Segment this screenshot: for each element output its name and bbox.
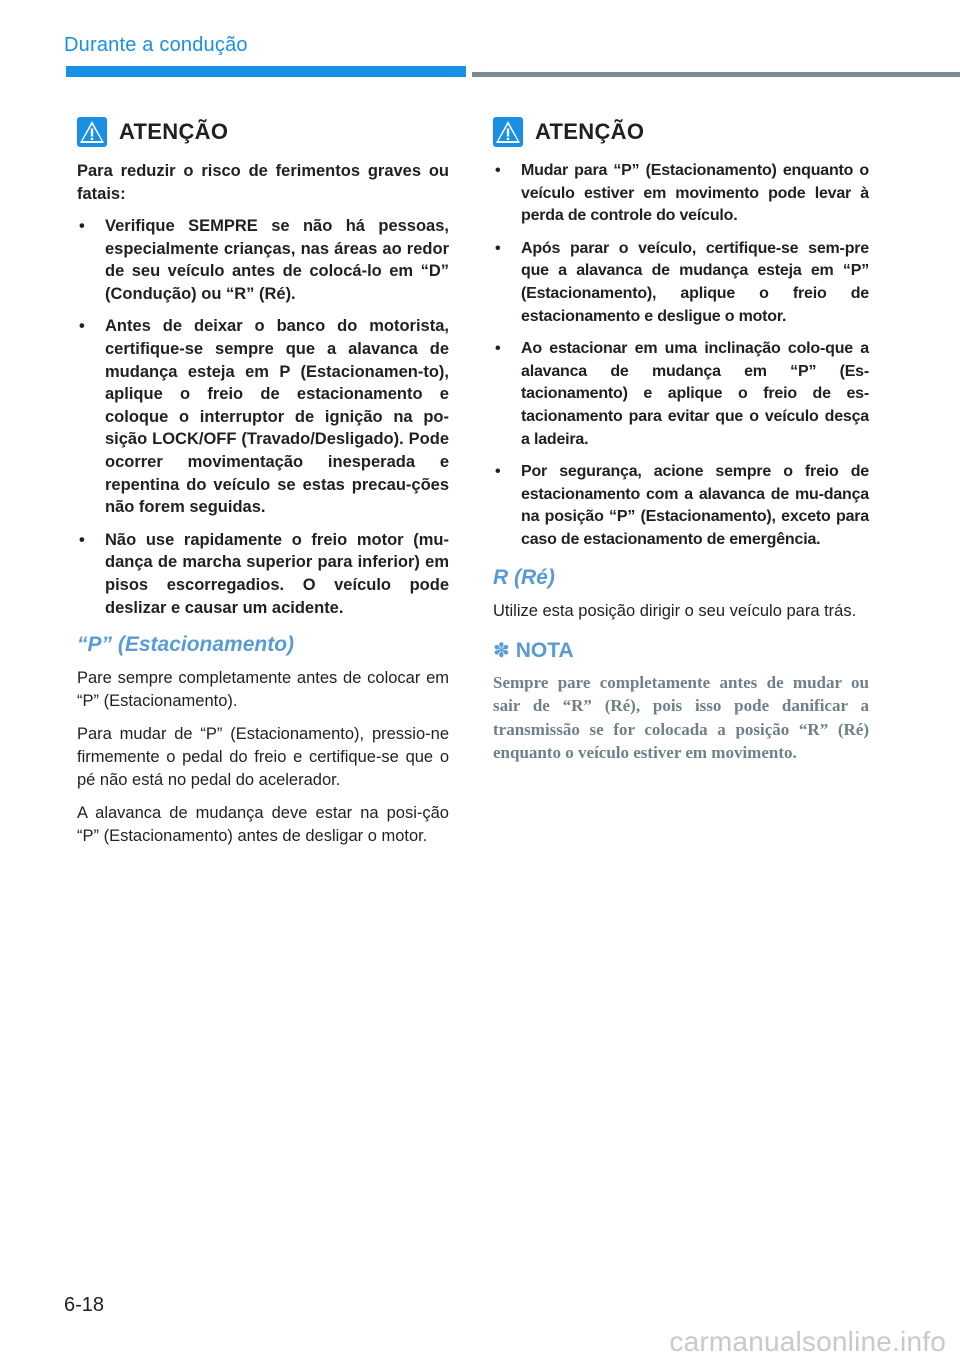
section-title: Durante a condução: [64, 34, 248, 56]
list-item: • Antes de deixar o banco do motorista, certifique-se sempre que a alavanca de mudança esteja em P (Estacionamen-to), aplique o freio de estacionamento e coloque o interruptor de ignição na po-sição LOCK/OFF (Travado/Desligado). Pode ocorrer movimentação inesperada e repentina do veículo se estas precau-ções não forem seguidas.: [79, 317, 449, 517]
warning-label: ATENÇÃO: [119, 119, 229, 144]
list-item: • Não use rapidamente o freio motor (mu-dança de marcha superior para inferior) em pisos escorregadios. O veículo pode deslizar e causar um acidente.: [79, 530, 449, 617]
warning-header: [77, 112, 449, 152]
list-item: • Por segurança, acione sempre o freio de estacionamento com a alavanca de mu-dança na posição “P” (Estacionamento), exceto para caso de estacionamento de emergência.: [495, 463, 869, 548]
paragraph: A alavanca de mudança deve estar na posi-ção “P” (Estacionamento) antes de desligar o motor.: [77, 804, 449, 846]
note-label: NOTA: [515, 638, 574, 662]
asterisk-note-icon: ✽: [493, 639, 510, 662]
note-header: [493, 639, 869, 663]
paragraph: Para mudar de “P” (Estacionamento), pressio-ne firmemente o pedal do freio e certifique-se que o pé não está no pedal do acelerador.: [77, 725, 449, 790]
list-item: • Mudar para “P” (Estacionamento) enquanto o veículo estiver em movimento pode levar à perda de controle do veículo.: [495, 162, 869, 225]
warning-bullets: [77, 215, 449, 619]
header-bar-accent: [66, 66, 466, 77]
subheading-reverse: R (Ré): [493, 565, 555, 589]
watermark: carmanualsonline.info: [669, 1326, 946, 1357]
right-column: [493, 112, 869, 765]
note-text: Sempre pare completamente antes de mudar ou sair de “R” (Ré), pois isso pode danificar a transmissão se for colocada a posição “R” (Ré) enquanto o veículo estiver em movimento.: [493, 672, 869, 762]
page-number: 6-18: [64, 1294, 105, 1316]
paragraph: Utilize esta posição dirigir o seu veículo para trás.: [493, 601, 857, 620]
warning-intro: Para reduzir o risco de ferimentos graves ou fatais:: [77, 162, 449, 203]
list-item: • Ao estacionar em uma inclinação colo-que a alavanca de mudança em “P” (Es-tacionamento) e aplique o freio de es-tacionamento para evitar que o veículo desça a ladeira.: [495, 340, 869, 448]
list-item: • Após parar o veículo, certifique-se sem-pre que a alavanca de mudança esteja em “P” (Estacionamento), aplique o freio de estacionamento e desligue o motor.: [495, 239, 869, 325]
subheading-park: “P” (Estacionamento): [77, 633, 295, 657]
warning-label: ATENÇÃO: [535, 119, 645, 144]
warning-bullets: [493, 160, 869, 552]
warning-header: [493, 112, 869, 152]
left-column: [77, 112, 449, 858]
list-item: • Verifique SEMPRE se não há pessoas, especialmente crianças, nas áreas ao redor de seu veículo antes de colocá-lo em “D” (Condução) ou “R” (Ré).: [79, 217, 449, 303]
warning-triangle-icon: [77, 117, 107, 147]
paragraph: Pare sempre completamente antes de colocar em “P” (Estacionamento).: [77, 669, 449, 711]
warning-triangle-icon: [493, 117, 523, 147]
header-bar-rule: [472, 72, 960, 77]
